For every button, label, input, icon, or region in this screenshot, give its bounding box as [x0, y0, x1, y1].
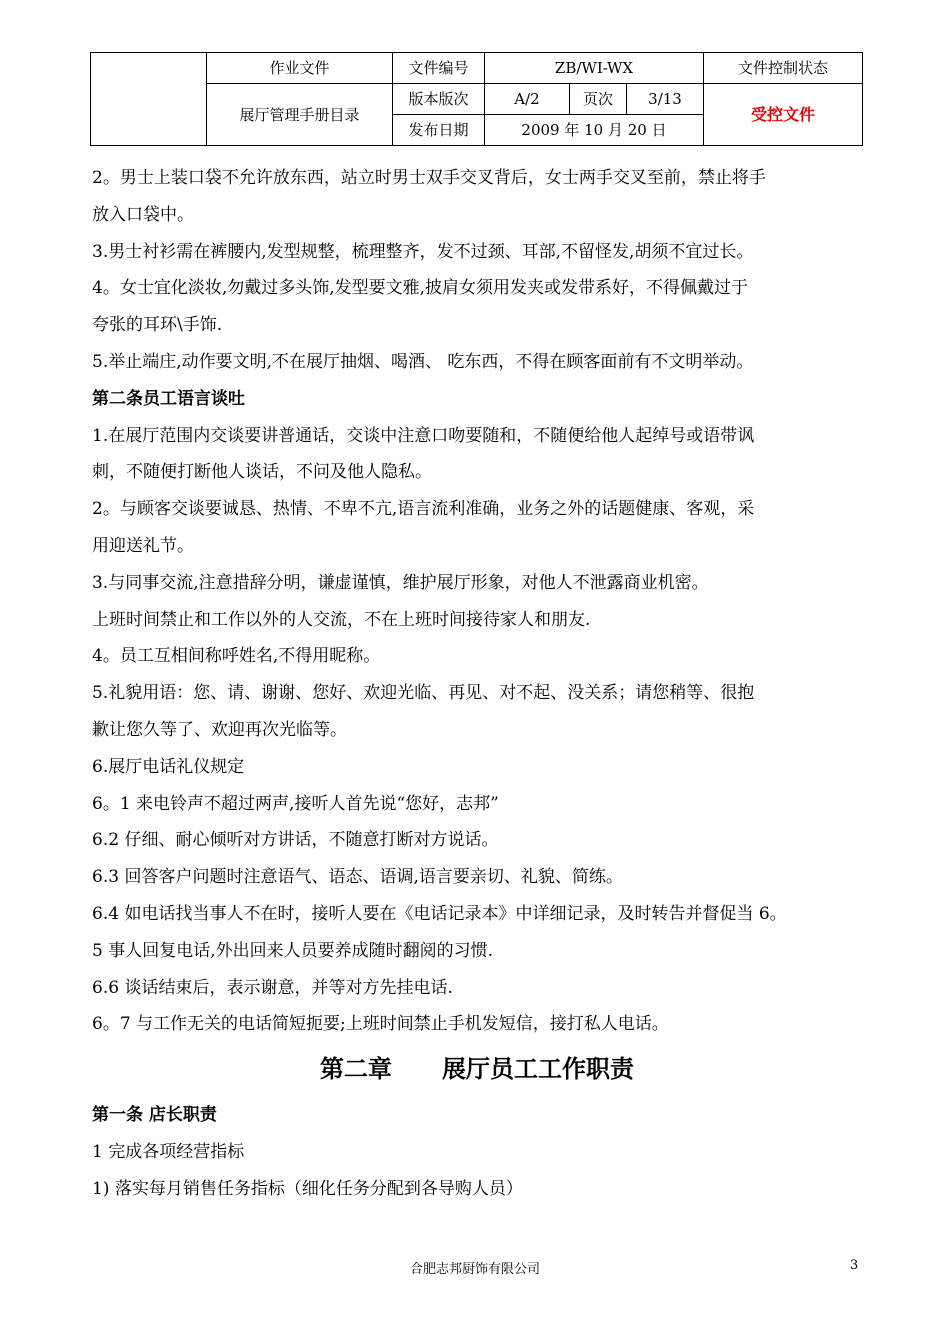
logo-cell: [91, 53, 207, 146]
footer-page-number: 3: [850, 1258, 859, 1273]
paragraph-line: 5.礼貌用语：您、请、谢谢、您好、欢迎光临、再见、对不起、没关系；请您稍等、很抱: [92, 683, 755, 704]
paragraph-line: 4。女士宜化淡妆,勿戴过多头饰,发型要文雅,披肩女须用发夹或发带系好，不得佩戴过于: [92, 278, 749, 299]
page-value: 3/13: [627, 84, 704, 115]
article-heading: 第一条 店长职责: [92, 1105, 217, 1126]
paragraph-line: 夸张的耳环\手饰.: [92, 315, 223, 336]
controlled-status: 受控文件: [704, 84, 863, 146]
paragraph-line: 6.3 回答客户问题时注意语气、语态、语调,语言要亲切、礼貌、简练。: [92, 867, 623, 888]
paragraph-line: 6.6 谈话结束后，表示谢意，并等对方先挂电话.: [92, 977, 453, 998]
doc-title: 展厅管理手册目录: [207, 84, 393, 146]
footer-company: 合肥志邦厨饰有限公司: [409, 1262, 540, 1277]
version-value: A/2: [485, 84, 570, 115]
control-status-label: 文件控制状态: [704, 53, 863, 84]
paragraph-line: 5.举止端庄,动作要文明,不在展厅抽烟、喝酒、 吃东西，不得在顾客面前有不文明举动。: [92, 351, 754, 372]
paragraph-line: 1.在展厅范围内交谈要讲普通话，交谈中注意口吻要随和，不随便给他人起绰号或语带讽: [92, 425, 755, 446]
version-label: 版本版次: [393, 84, 485, 115]
paragraph-line: 刺，不随便打断他人谈话，不问及他人隐私。: [92, 462, 432, 483]
paragraph-line: 放入口袋中。: [92, 204, 194, 225]
document-body: [92, 160, 862, 1208]
paragraph-line: 4。员工互相间称呼姓名,不得用昵称。: [92, 646, 381, 667]
chapter-title: 第二章 展厅员工工作职责: [319, 1055, 635, 1084]
paragraph-line: 3.与同事交流,注意措辞分明，谦虚谨慎，维护展厅形象，对他人不泄露商业机密。: [92, 572, 709, 593]
paragraph-line: 6.2 仔细、耐心倾听对方讲话，不随意打断对方说话。: [92, 830, 499, 851]
page-label: 页次: [570, 84, 627, 115]
date-label: 发布日期: [393, 115, 485, 146]
paragraph-line: 6。1 来电铃声不超过两声,接听人首先说“您好，志邦”: [92, 793, 499, 814]
issue-date: 2009 年 10 月 20 日: [485, 115, 704, 146]
paragraph-line: 2。与顾客交谈要诚恳、热情、不卑不亢,语言流利准确，业务之外的话题健康、客观，采: [92, 499, 755, 520]
doc-no-label: 文件编号: [393, 53, 485, 84]
document-header-table: [90, 52, 863, 146]
paragraph-line: 6.4 如电话找当事人不在时，接听人要在《电话记录本》中详细记录，及时转告并督促当 6。: [92, 903, 787, 924]
paragraph-line: 2。男士上装口袋不允许放东西，站立时男士双手交叉背后，女士两手交叉至前，禁止将手: [92, 168, 766, 188]
paragraph-line: 5 事人回复电话,外出回来人员要养成随时翻阅的习惯.: [92, 940, 494, 961]
paragraph-line: 用迎送礼节。: [92, 535, 194, 556]
paragraph-line: 1) 落实每月销售任务指标（细化任务分配到各导购人员）: [92, 1178, 523, 1199]
paragraph-line: 歉让您久等了、欢迎再次光临等。: [92, 719, 347, 740]
paragraph-line: 3.男士衬衫需在裤腰内,发型规整，梳理整齐，发不过颈、耳部,不留怪发,胡须不宜过长。: [92, 241, 754, 262]
paragraph-line: 6。7 与工作无关的电话简短扼要;上班时间禁止手机发短信，接打私人电话。: [92, 1014, 669, 1035]
paragraph-line: 6.展厅电话礼仪规定: [92, 756, 245, 777]
doc-no: ZB/WI-WX: [485, 53, 704, 84]
paragraph-line: 1 完成各项经营指标: [92, 1141, 245, 1162]
paragraph-line: 上班时间禁止和工作以外的人交流，不在上班时间接待家人和朋友.: [92, 609, 591, 630]
section-heading: 第二条员工语言谈吐: [92, 388, 245, 409]
doc-type: 作业文件: [207, 53, 393, 84]
